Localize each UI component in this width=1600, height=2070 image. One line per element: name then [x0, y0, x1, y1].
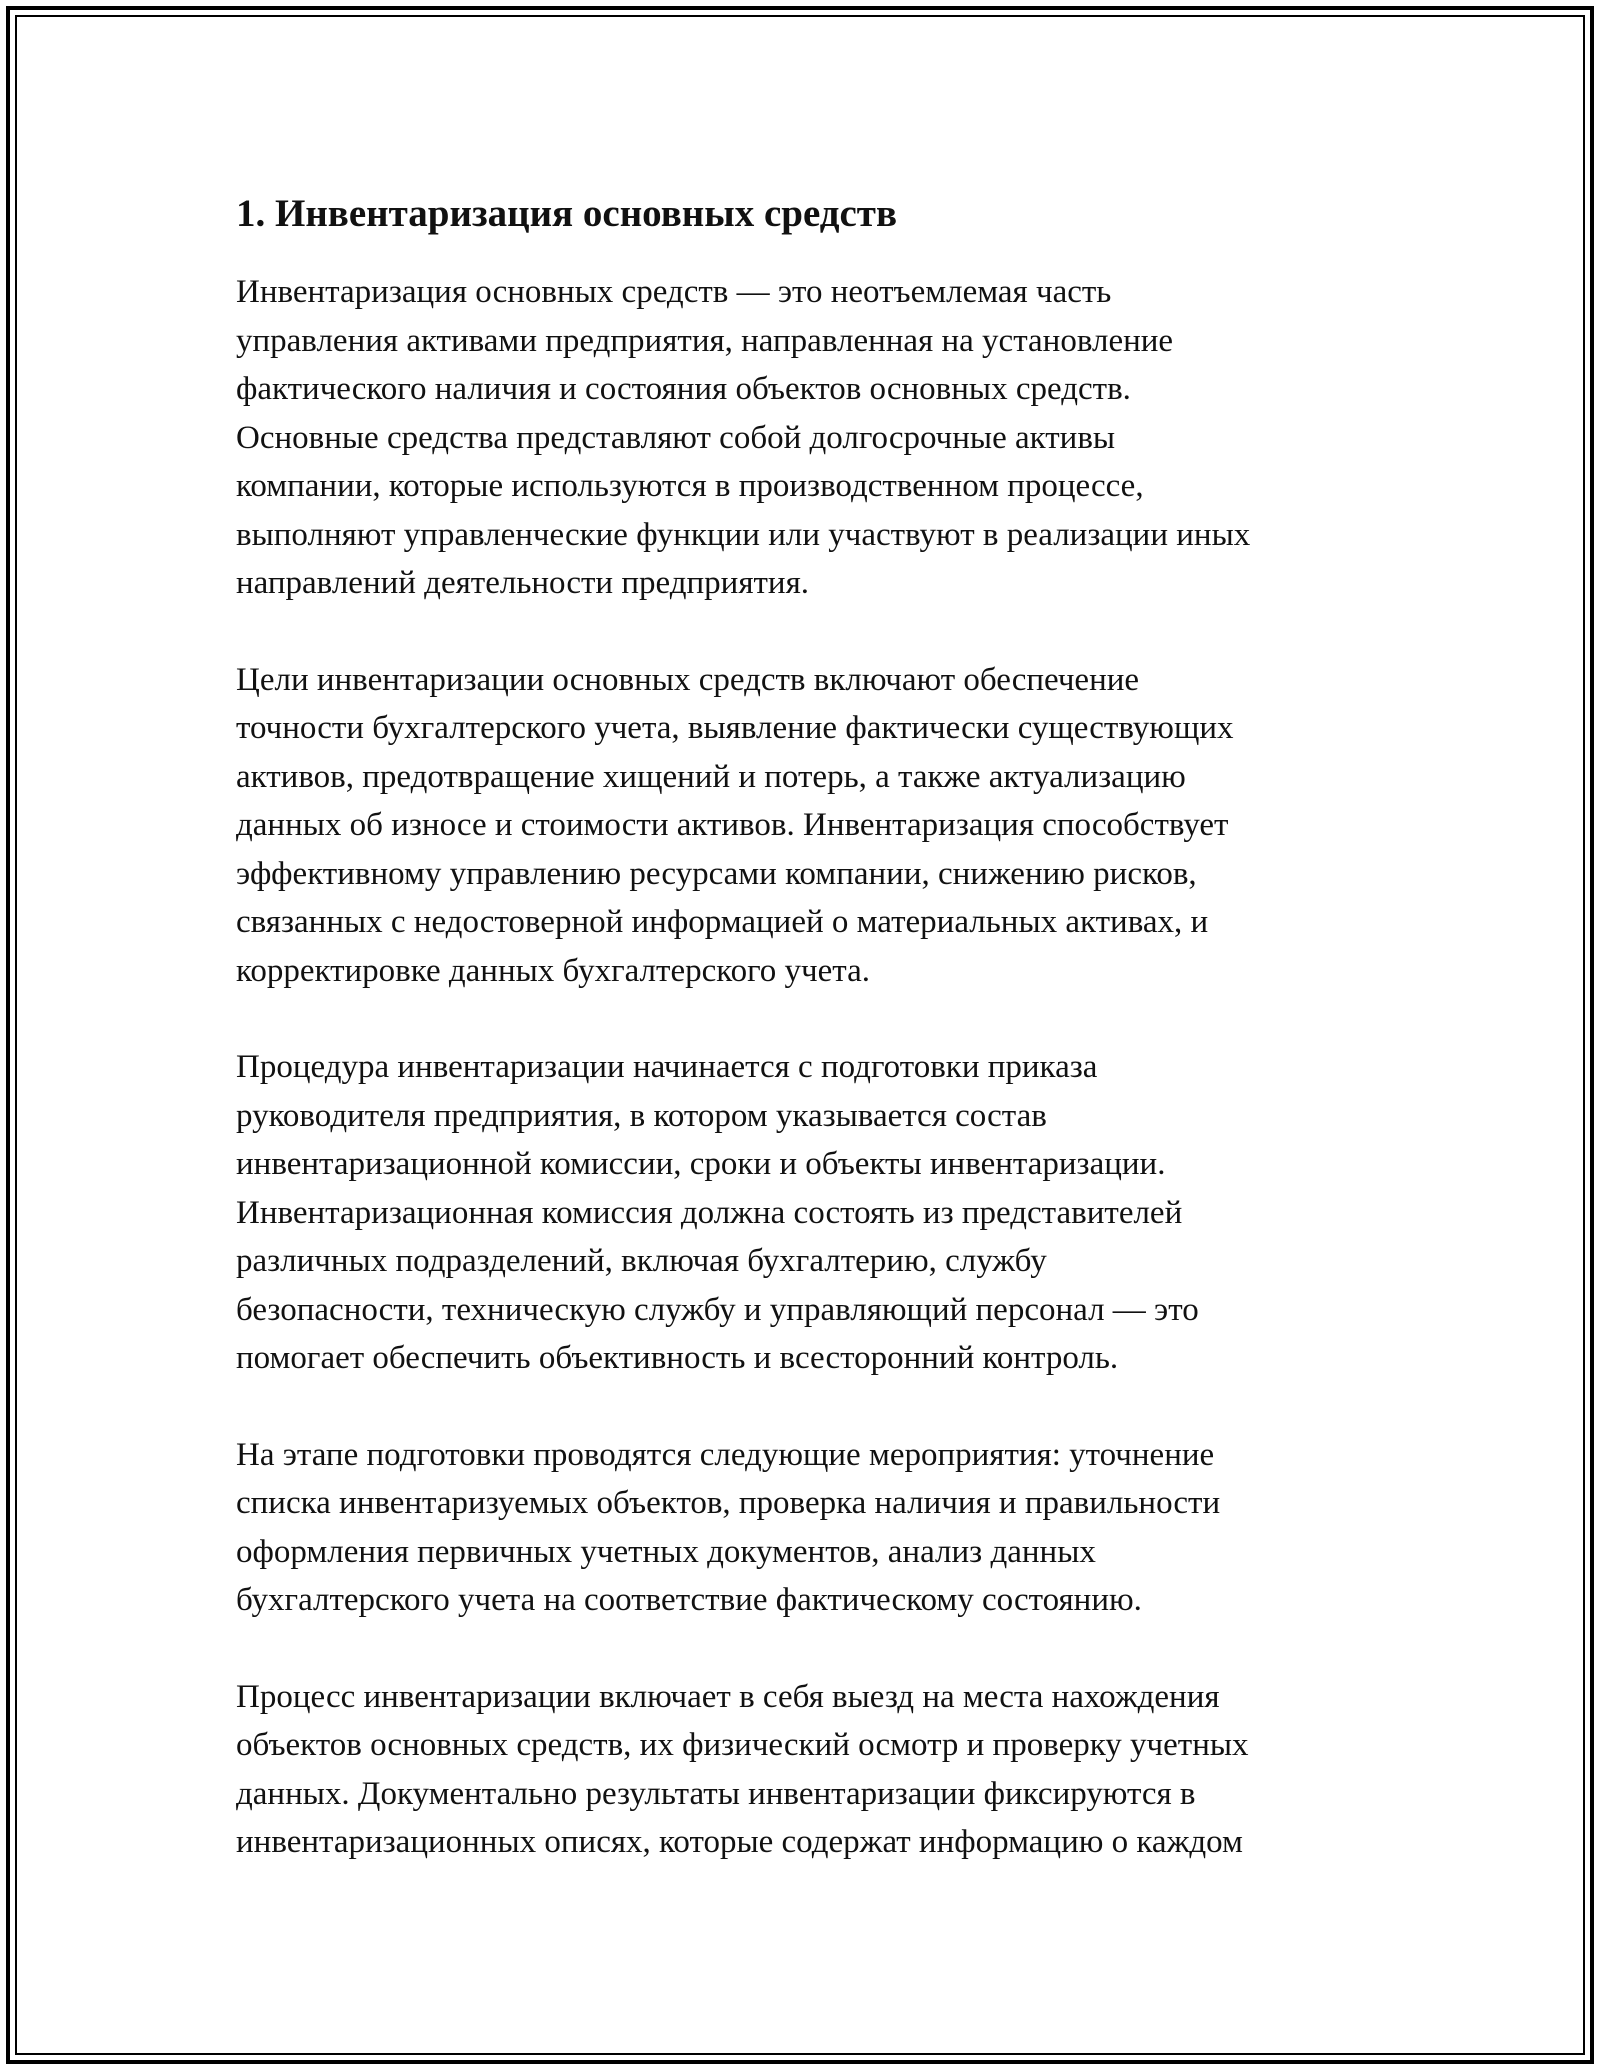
paragraph-4: На этапе подготовки проводятся следующие мероприятия: уточнение списка инвентаризуемых объектов, проверка наличия и правильности оформления первичных учетных документов, анализ данных бухгалтерского учета на соответствие фактическому состоянию. [236, 1436, 1221, 1618]
section-title: 1. Инвентаризация основных средств [236, 192, 898, 235]
paragraph-3: Процедура инвентаризации начинается с подготовки приказа руководителя предприятия, в котором указывается состав инвентаризационной комиссии, сроки и объекты инвентаризации. Инвентаризационная комиссия должна состоять из представителей различных подразделений, включая бухгалтерию, службу безопасности, техническую службу и управляющий персонал — это помогает обеспечить объективность и всесторонний контроль. [236, 1049, 1199, 1376]
paragraph-1: Инвентаризация основных средств — это неотъемлемая часть управления активами предприятия, направленная на установление фактического наличия и состояния объектов основных средств. Основные средства представляют собой долгосрочные активы компании, которые используются в производственном процессе, выполняют управленческие функции или участвуют в реализации иных направлений деятельности предприятия. [236, 274, 1251, 601]
paragraph-5: Процесс инвентаризации включает в себя выезд на места нахождения объектов основных средств, их физический осмотр и проверку учетных данных. Документально результаты инвентаризации фиксируются в инвентаризационных описях, которые содержат информацию о каждом [236, 1678, 1249, 1860]
paragraph-2: Цели инвентаризации основных средств включают обеспечение точности бухгалтерского учета, выявление фактически существующих активов, предотвращение хищений и потерь, а также актуализацию данных об износе и стоимости активов. Инвентаризация способствует эффективному управлению ресурсами компании, снижению рисков, связанных с недостоверной информацией о материальных активах, и корректировке данных бухгалтерского учета. [236, 661, 1234, 989]
document-body [236, 188, 1386, 1915]
